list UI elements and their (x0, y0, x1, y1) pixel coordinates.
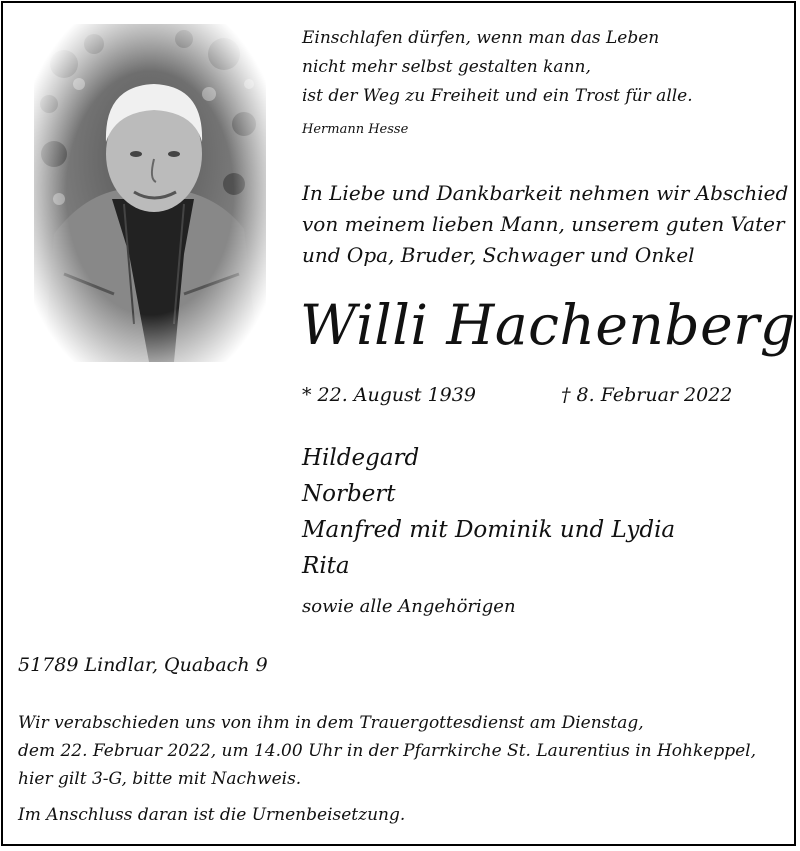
service-line: hier gilt 3-G, bitte mit Nachweis. (18, 769, 302, 789)
quote-line: ist der Weg zu Freiheit und ein Trost für alle. (302, 86, 693, 106)
farewell-intro (302, 178, 788, 271)
mourner: Manfred mit Dominik und Lydia (302, 517, 676, 543)
quote-line: nicht mehr selbst gestalten kann, (302, 57, 591, 77)
quote-line: Einschlafen dürfen, wenn man das Leben (302, 28, 660, 48)
birth-date: * 22. August 1939 (302, 384, 476, 406)
mourner: Hildegard (302, 445, 420, 471)
mourner: Norbert (302, 481, 396, 507)
service-line: Wir verabschieden uns von ihm in dem Trauergottesdienst am Dienstag, (18, 713, 644, 733)
intro-line: von meinem lieben Mann, unserem guten Vater (302, 212, 785, 236)
intro-line: und Opa, Bruder, Schwager und Onkel (302, 243, 695, 267)
mourner: Rita (302, 553, 350, 579)
mourners-list (302, 440, 675, 584)
portrait-photo (34, 24, 266, 362)
quote-author: Hermann Hesse (302, 122, 409, 137)
burial-note: Im Anschluss daran ist die Urnenbeisetzung. (18, 805, 406, 825)
service-info (18, 709, 756, 793)
address: 51789 Lindlar, Quabach 9 (18, 654, 268, 676)
quote (302, 24, 693, 111)
death-date: † 8. Februar 2022 (561, 384, 733, 406)
relatives-note: sowie alle Angehörigen (302, 596, 516, 617)
service-line: dem 22. Februar 2022, um 14.00 Uhr in der Pfarrkirche St. Laurentius in Hohkeppel, (18, 741, 757, 761)
deceased-name: Willi Hachenberg (300, 293, 796, 357)
intro-line: In Liebe und Dankbarkeit nehmen wir Abschied (302, 181, 789, 205)
